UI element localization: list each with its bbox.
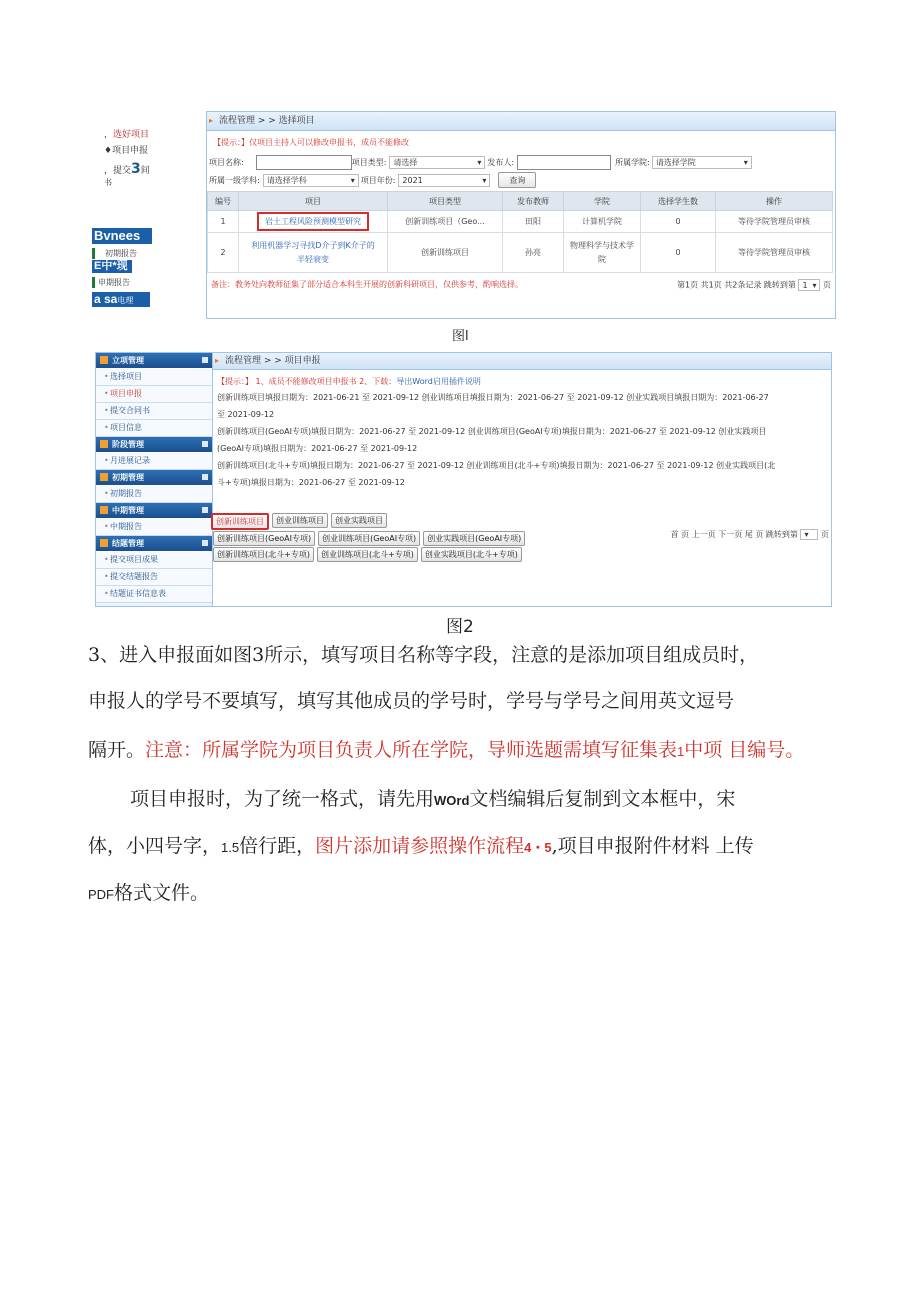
cell: 孙亮 — [503, 233, 564, 273]
menu-select-project[interactable]: ，选好项目 — [104, 130, 150, 140]
tab-innovation-training[interactable]: 创新训练项目 — [211, 513, 269, 530]
sidebar-group-header[interactable]: 阶段管理 — [96, 437, 212, 453]
chevron-down-icon: ▾ — [482, 175, 487, 185]
cell: 等待学院管理员审核 — [716, 211, 833, 233]
text: 文档编辑后复制到文本框中，宋 — [469, 788, 736, 810]
text-word: WOrd — [434, 793, 470, 808]
tab-training-geoai[interactable]: 创业训练项目(GeoAI专项) — [318, 531, 420, 546]
tip-text: 【提示：】仅项目主持人可以修改申报书，成员不能修改 — [213, 138, 409, 147]
fig2-panel — [95, 352, 832, 607]
date-line: 创新训练项目(GeoAI专项)填报日期为：2021-06-27 至 2021-09-12 创业训练项目(GeoAI专项)填报日期为：2021-06-27 至 2021-09-12 创业实践项目 — [217, 427, 767, 436]
subject-select[interactable] — [263, 174, 359, 187]
sidebar-item[interactable]: • 提交项目成果 — [96, 552, 212, 569]
project-link[interactable]: 岩土工程风险预测模型研究 — [257, 212, 369, 231]
cell-college: 物理科学与技术学院 — [570, 240, 634, 264]
publisher-label: 发布人: — [487, 157, 515, 167]
col-header: 操作 — [716, 192, 833, 211]
project-name-input[interactable] — [256, 155, 352, 170]
chevron-down-icon: ▾ — [812, 280, 817, 290]
figure-caption-1: 图l — [452, 329, 469, 344]
sidebar-item[interactable]: • 选择项目 — [96, 369, 212, 386]
publisher-input[interactable] — [517, 155, 611, 170]
sidebar-group-header[interactable]: 初期管理 — [96, 470, 212, 486]
text-note-red: 注意：所属学院为项目负责人所在学院，导师选题需填写征集表 — [145, 739, 678, 761]
col-header: 发布教师 — [503, 192, 564, 211]
sidebar-item[interactable]: • 项目申报 — [96, 386, 212, 403]
col-header: 编号 — [208, 192, 239, 211]
tab-entrepreneur-training[interactable]: 创业训练项目 — [272, 513, 328, 528]
sidebar-group-header[interactable]: 立项管理 — [96, 353, 212, 369]
cell: 创新训练项目（Geo... — [388, 211, 503, 233]
year-label: 项目年份: — [360, 175, 396, 185]
sidebar — [96, 353, 213, 606]
text-red: 图片添加请参照操作流程 — [315, 835, 525, 857]
menu-mid-report[interactable]: 申期报告 — [92, 277, 204, 288]
sidebar-item[interactable]: • 中期报告 — [96, 519, 212, 536]
chevron-down-icon: ▾ — [477, 157, 482, 167]
menu-early-report[interactable]: 初期报告 — [92, 248, 204, 259]
menu-book: 书 — [104, 178, 112, 187]
sidebar-item[interactable]: • 提交结题报告 — [96, 569, 212, 586]
paragraph-2-line-2 — [88, 831, 848, 858]
sidebar-item[interactable]: • 项目信息 — [96, 420, 212, 437]
sidebar-item[interactable]: • 提交合同书 — [96, 403, 212, 420]
page-select[interactable] — [798, 279, 820, 291]
text-black: 隔开。 — [88, 739, 146, 761]
paragraph-2-line-1 — [130, 784, 890, 811]
fig1-left-menu — [92, 128, 204, 307]
pager-text: 首 页 上一页 下一页 尾 页 跳转到第 — [670, 530, 798, 539]
project-type-select[interactable] — [389, 156, 485, 169]
project-link[interactable]: 利用机器学习寻找D介子到K介子的半轻衰变 — [251, 240, 375, 264]
subject-value: 请选择学科 — [266, 175, 307, 185]
tab-innovation-geoai[interactable]: 创新训练项目(GeoAI专项) — [213, 531, 315, 546]
menu-submit-num: 3 — [131, 161, 141, 177]
text-num: 1.5 — [221, 840, 240, 855]
cell: 2 — [208, 233, 239, 273]
sidebar-group-header[interactable]: 中期管理 — [96, 503, 212, 519]
fig1-panel — [206, 111, 836, 319]
cell — [564, 233, 641, 273]
cell: 0 — [641, 211, 716, 233]
text-note-num: 1 — [677, 744, 685, 759]
footer-row — [207, 273, 835, 291]
text: 倍行距， — [239, 835, 316, 857]
date-line: 创新训练项目填报日期为：2021-06-21 至 2021-09-12 创业训练项目填报日期为：2021-06-27 至 2021-09-12 创业实践项目填报日期为：2021-06-27 — [217, 393, 769, 402]
date-line: 创新训练项目(北斗+专项)填报日期为：2021-06-27 至 2021-09-12 创业训练项目(北斗+专项)填报日期为：2021-06-27 至 2021-09-12 创业实践项目(北 — [217, 461, 776, 470]
pager-text: 第1页 共1页 共2条记录 跳转到第 — [677, 280, 796, 290]
text-note-red-tail: 中项 目编号。 — [684, 739, 805, 761]
chevron-down-icon: ▾ — [743, 157, 748, 167]
download-link[interactable]: 导出Word启用插件说明 — [396, 377, 481, 386]
cell: 创新训练项目 — [388, 233, 503, 273]
menu-badge-2: E中*现 — [92, 260, 132, 273]
menu-project-apply[interactable]: ♦项目申报 — [104, 146, 149, 156]
menu-badge-3 — [92, 292, 150, 307]
date-line: (GeoAI专项)填报日期为：2021-06-27 至 2021-09-12 — [217, 444, 418, 453]
paragraph-1-line-3 — [88, 735, 848, 762]
cell: 田阳 — [503, 211, 564, 233]
breadcrumb: ▸ 流程管理 > > 项目申报 — [213, 353, 831, 370]
tip-text: 【提示：】 1、成员不能修改项目申报书 2、下载： — [217, 377, 397, 386]
table-header-row — [208, 192, 833, 211]
project-name-label: 项目名称: — [209, 157, 244, 167]
query-button[interactable]: 查询 — [498, 172, 536, 188]
fig2-main — [213, 353, 831, 606]
cell: 1 — [208, 211, 239, 233]
filter-row-1 — [207, 153, 835, 171]
col-header: 选择学生数 — [641, 192, 716, 211]
text: 项目申报时，为了统一格式，请先用 — [130, 788, 435, 810]
text: ,项目申报附件材料 上传 — [551, 835, 754, 857]
breadcrumb: ▸ 流程管理 > > 选择项目 — [207, 112, 835, 131]
col-header: 学院 — [564, 192, 641, 211]
cell — [239, 233, 388, 273]
cell: 等待学院管理员审核 — [716, 233, 833, 273]
col-header: 项目类型 — [388, 192, 503, 211]
menu-submit-label: ，提交 — [104, 166, 132, 176]
tab-training-beidou[interactable]: 创业训练项目(北斗+专项) — [317, 547, 418, 562]
menu-badge-1: Bvnees — [92, 228, 152, 244]
chevron-down-icon: ▾ — [804, 530, 809, 539]
cell — [239, 211, 388, 233]
cell: 计算机学院 — [564, 211, 641, 233]
table-row — [208, 211, 833, 233]
pager — [677, 279, 831, 291]
year-select[interactable] — [398, 174, 490, 187]
subject-label: 所属一级学科: — [209, 175, 260, 185]
paragraph-1-line-2: 申报人的学号不要填写，填写其他成员的学号时，学号与学号之间用英文逗号 — [88, 690, 735, 712]
project-type-label: 项目类型: — [351, 157, 387, 167]
table-row — [208, 233, 833, 273]
sidebar-item[interactable]: • 月进展记录 — [96, 453, 212, 470]
pager-tail: 页 — [821, 530, 829, 539]
sidebar-item[interactable]: • 初期报告 — [96, 486, 212, 503]
date-line: 斗+专项)填报日期为：2021-06-27 至 2021-09-12 — [217, 478, 405, 487]
project-table — [207, 191, 833, 273]
menu-submit[interactable] — [92, 161, 204, 177]
tab-practice-beidou[interactable]: 创业实践项目(北斗+专项) — [421, 547, 522, 562]
cell: 0 — [641, 233, 716, 273]
sidebar-item[interactable]: • 结题证书信息表 — [96, 586, 212, 603]
date-line: 至 2021-09-12 — [217, 410, 275, 419]
tab-practice-geoai[interactable]: 创业实践项目(GeoAI专项) — [423, 531, 525, 546]
menu-badge-3-label: a sa — [94, 292, 118, 306]
menu-badge-3-tail: 电理 — [117, 296, 134, 305]
project-type-value: 请选择 — [393, 157, 418, 167]
page-value: 1 — [802, 280, 808, 290]
text: 体，小四号字， — [88, 835, 222, 857]
menu-submit-tail: 间 — [140, 166, 150, 176]
paragraph-1-line-1: 3、进入申报面如图3所示，填写项目名称等字段，注意的是添加项目组成员时， — [88, 644, 759, 666]
text-pdf: PDF — [88, 887, 114, 902]
pager — [671, 529, 829, 540]
college-value: 请选择学院 — [655, 157, 696, 167]
sidebar-group-header[interactable]: 结题管理 — [96, 536, 212, 552]
chevron-down-icon: ▾ — [350, 175, 355, 185]
text-red-num: 4・5 — [524, 840, 552, 855]
note-text: 备注：教务处向教师征集了部分适合本科生开展的创新科研项目，仅供参考，酌响选择。 — [211, 280, 523, 289]
col-header: 项目 — [239, 192, 388, 211]
tab-innovation-beidou[interactable]: 创新训练项目(北斗+专项) — [213, 547, 314, 562]
filter-row-2 — [207, 171, 835, 189]
paragraph-2-line-3 — [88, 878, 848, 905]
college-select[interactable] — [652, 156, 752, 169]
page-select[interactable] — [800, 529, 818, 540]
pager-tail: 页 — [823, 280, 831, 290]
tip-line — [213, 370, 831, 387]
year-value: 2021 — [402, 175, 423, 185]
text: 格式文件。 — [114, 882, 210, 904]
tab-entrepreneur-practice[interactable]: 创业实践项目 — [331, 513, 387, 528]
college-label: 所属学院: — [615, 157, 650, 167]
figure-caption-2: 图2 — [446, 617, 474, 637]
